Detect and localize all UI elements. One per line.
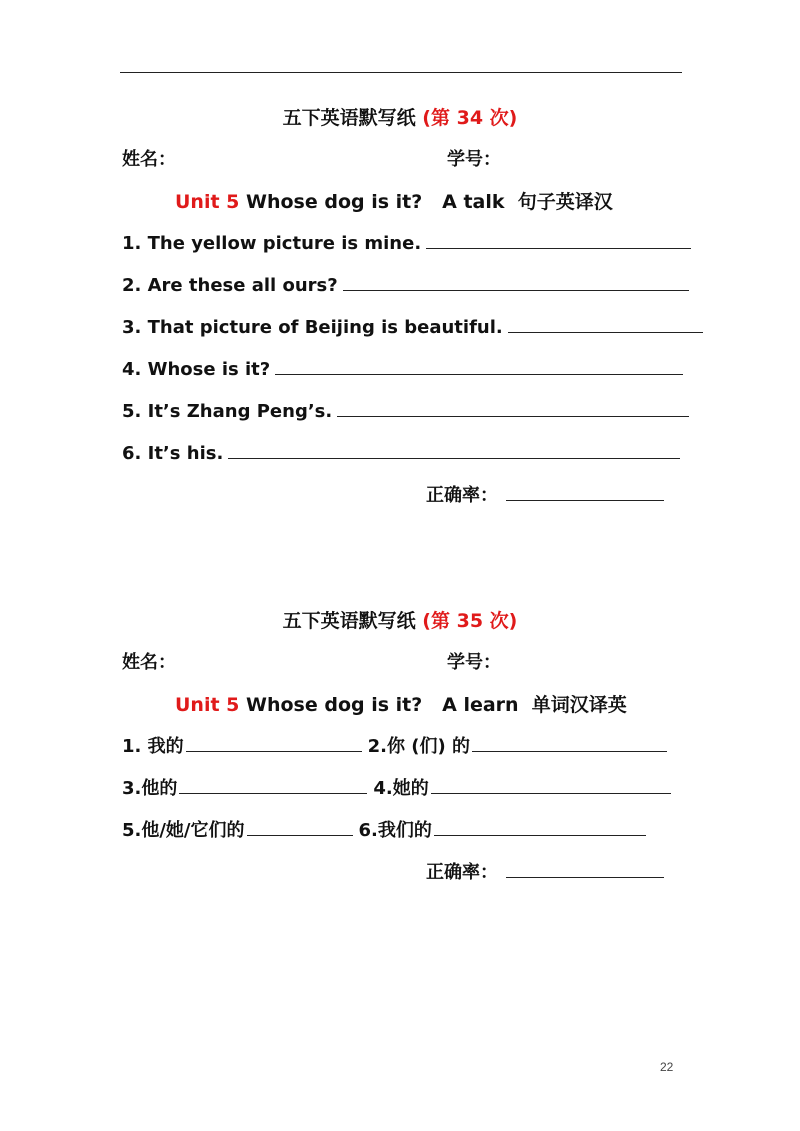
item-text: 1. The yellow picture is mine. (122, 233, 422, 254)
title-number: (第 34 次) (422, 107, 518, 129)
unit-label: Unit 5 (175, 191, 240, 213)
answer-blank[interactable] (431, 775, 671, 794)
item-text: 1. 我的 (122, 736, 184, 757)
item-text: 2. Are these all ours? (122, 275, 338, 296)
student-id-label: 学号： (447, 652, 501, 673)
answer-blank[interactable] (508, 314, 703, 333)
accuracy-label: 正确率： (426, 862, 498, 883)
item-text: 6.我们的 (358, 820, 432, 841)
name-label: 姓名： (122, 652, 176, 673)
answer-blank[interactable] (179, 775, 367, 794)
list-item (122, 733, 667, 761)
list-item (122, 314, 703, 342)
item-text: 6. It’s his. (122, 443, 224, 464)
answer-blank[interactable] (247, 817, 353, 836)
item-text: 4.她的 (373, 778, 429, 799)
accuracy-label: 正确率： (426, 485, 498, 506)
heading-text: Whose dog is it? A talk 句子英译汉 (239, 191, 613, 213)
accuracy-row (426, 859, 664, 887)
accuracy-blank[interactable] (506, 859, 664, 878)
list-item (122, 272, 689, 300)
answer-blank[interactable] (472, 733, 667, 752)
list-item (122, 230, 691, 258)
item-text: 4. Whose is it? (122, 359, 271, 380)
unit-heading (175, 691, 627, 719)
page-number: 22 (660, 1060, 674, 1074)
item-text: 3.他的 (122, 778, 178, 799)
item-text: 5.他/她/它们的 (122, 820, 245, 841)
top-rule (120, 72, 682, 73)
list-item (122, 775, 671, 803)
answer-blank[interactable] (434, 817, 646, 836)
accuracy-blank[interactable] (506, 482, 664, 501)
accuracy-row (426, 482, 664, 510)
list-item (122, 817, 646, 845)
title-main: 五下英语默写纸 (282, 107, 416, 129)
sheet-title (0, 607, 800, 635)
answer-blank[interactable] (337, 398, 689, 417)
title-number: (第 35 次) (422, 610, 518, 632)
heading-text: Whose dog is it? A learn 单词汉译英 (239, 694, 627, 716)
answer-blank[interactable] (426, 230, 691, 249)
item-text: 5. It’s Zhang Peng’s. (122, 401, 333, 422)
list-item (122, 356, 683, 384)
name-label: 姓名： (122, 149, 176, 170)
answer-blank[interactable] (275, 356, 683, 375)
student-id-label: 学号： (447, 149, 501, 170)
list-item (122, 440, 680, 468)
unit-heading (175, 188, 613, 216)
list-item (122, 398, 689, 426)
item-text: 2.你 (们) 的 (367, 736, 470, 757)
answer-blank[interactable] (228, 440, 680, 459)
unit-label: Unit 5 (175, 694, 240, 716)
item-text: 3. That picture of Beijing is beautiful. (122, 317, 503, 338)
answer-blank[interactable] (186, 733, 362, 752)
title-main: 五下英语默写纸 (282, 610, 416, 632)
answer-blank[interactable] (343, 272, 689, 291)
sheet-title (0, 104, 800, 132)
